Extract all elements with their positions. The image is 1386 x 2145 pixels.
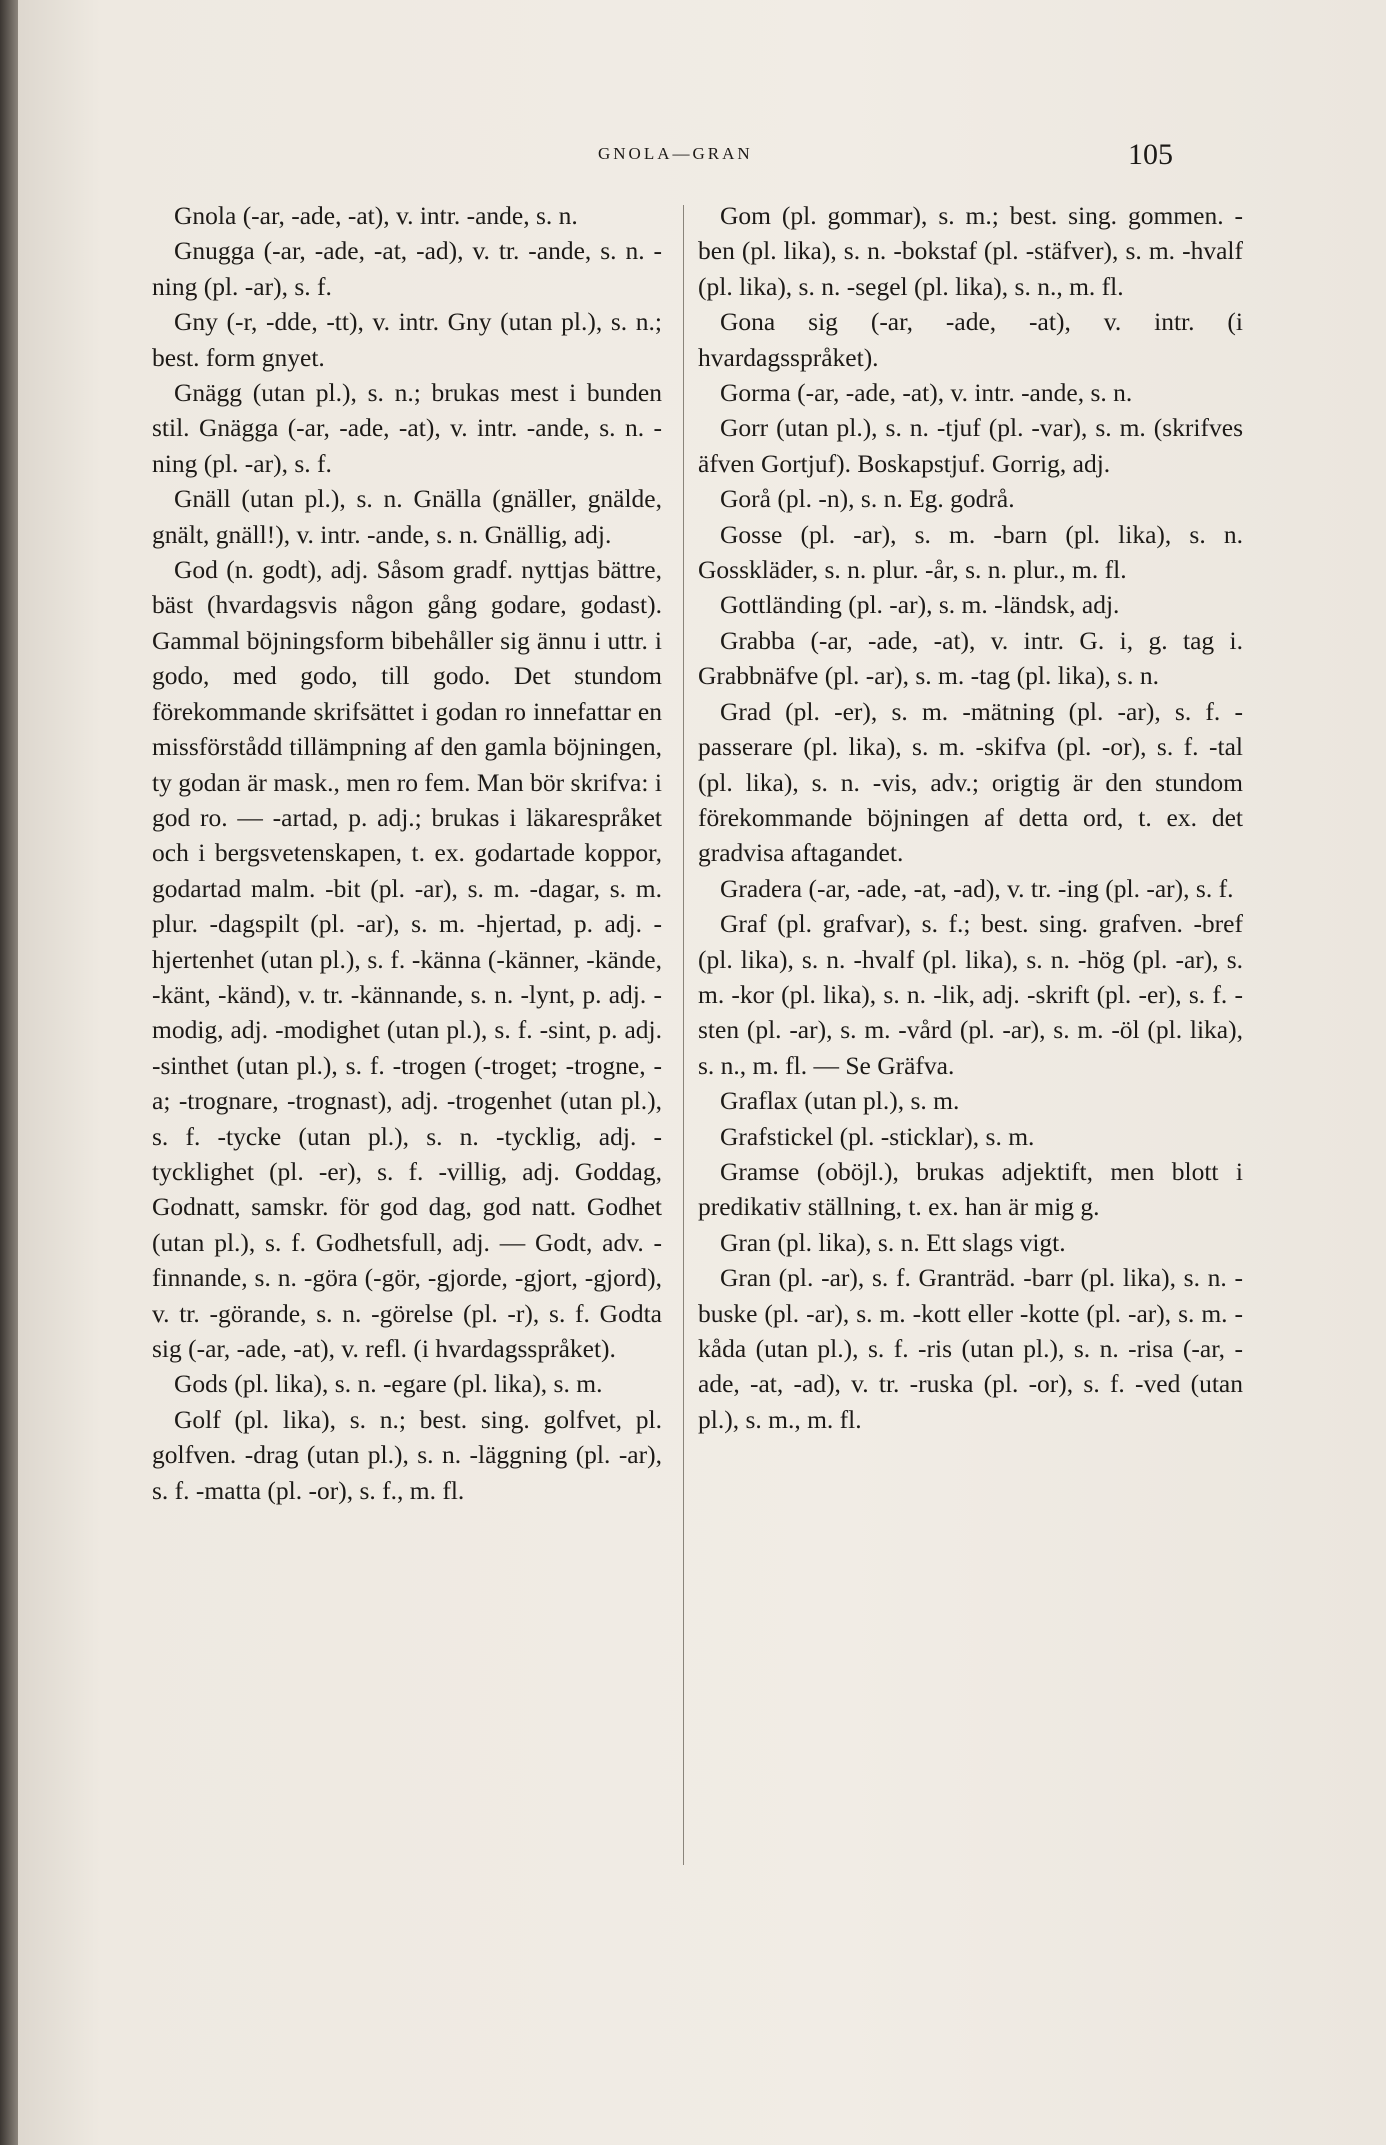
dictionary-entry: Gradera (-ar, -ade, -at, -ad), v. tr. -ing (pl. -ar), s. f. (720, 873, 1234, 903)
dictionary-entry: Gny (-r, -dde, -tt), v. intr. Gny (utan pl.), s. n.; best. form gnyet. (152, 307, 662, 372)
dictionary-entry: Gods (pl. lika), s. n. -egare (pl. lika), s. m. (174, 1369, 603, 1399)
dictionary-entry: Graflax (utan pl.), s. m. (720, 1086, 960, 1116)
dictionary-entry: Gnäll (utan pl.), s. n. Gnälla (gnäller, gnälde, gnält, gnäll!), v. intr. -ande, s. n. Gnällig, adj. (152, 484, 662, 549)
dictionary-entry: Golf (pl. lika), s. n.; best. sing. golfvet, pl. golfven. -drag (utan pl.), s. n. -läggning (pl. -ar), s. f. -matta (pl. -or), s. f., m. fl. (152, 1404, 662, 1505)
dictionary-entry: Gorma (-ar, -ade, -at), v. intr. -ande, s. n. (720, 378, 1133, 408)
right-column (698, 198, 1243, 1437)
dictionary-entry: Gran (pl. -ar), s. f. Granträd. -barr (pl. lika), s. n. -buske (pl. -ar), s. m. -kott eller -kotte (pl. -ar), s. m. -kåda (utan pl.), s. f. -ris (utan pl.), s. n. -risa (-ar, -ade, -at, -ad), v. tr. -ruska (pl. -or), s. f. -ved (utan pl.), s. m., m. fl. (698, 1263, 1243, 1434)
page-number: 105 (1128, 138, 1173, 171)
dictionary-entry: Gosse (pl. -ar), s. m. -barn (pl. lika), s. n. Gosskläder, s. n. plur. -år, s. n. plur., m. fl. (698, 519, 1243, 585)
dictionary-entry: Gorr (utan pl.), s. n. -tjuf (pl. -var), s. m. (skrifves äfven Gortjuf). Boskapstjuf. Gorrig, adj. (698, 413, 1243, 478)
dictionary-entry: God (n. godt), adj. Såsom gradf. nyttjas bättre, bäst (hvardagsvis någon gång godare, godast). Gammal böjningsform bibehåller sig ännu i uttr. i godo, med godo, till godo. Det stundom förekommande skrifsättet i godan ro innefattar en missförstådd tillämpning af den gamla böjningen, ty godan är mask., men ro fem. Man bör skrifva: i god ro. — -artad, p. adj.; brukas i läkarespråket och i bergsvetenskapen, t. ex. godartade koppor, godartad malm. -bit (pl. -ar), s. m. -dagar, s. m. plur. -dagspilt (pl. -ar), s. m. -hjertad, p. adj. -hjertenhet (utan pl.), s. f. -känna (-känner, -kände, -känt, -känd), v. tr. -kännande, s. n. -lynt, p. adj. -modig, adj. -modighet (utan pl.), s. f. -sint, p. adj. -sinthet (utan pl.), s. f. -trogen (-troget; -trogne, -a; -trognare, -trognast), adj. -trogenhet (utan pl.), s. f. -tycke (utan pl.), s. n. -tycklig, adj. -tycklighet (pl. -er), s. f. -villig, adj. Goddag, Godnatt, samskr. för god dag, god natt. Godhet (utan pl.), s. f. Godhetsfull, adj. — Godt, adv. -finnande, s. n. -göra (-gör, -gjorde, -gjort, -gjord), v. tr. -görande, s. n. -görelse (pl. -r), s. f. Godta sig (-ar, -ade, -at), v. refl. (i hvardagsspråket). (152, 555, 662, 1363)
dictionary-entry: Grad (pl. -er), s. m. -mätning (pl. -ar), s. f. -passerare (pl. lika), s. m. -skifva (pl. -or), s. f. -tal (pl. lika), s. n. -vis, adv.; origtig är den stundom förekommande böjningen af detta ord, t. ex. det gradvisa aftagandet. (698, 696, 1243, 868)
dictionary-page (18, 0, 1386, 2145)
dictionary-entry: Gnola (-ar, -ade, -at), v. intr. -ande, s. n. (174, 201, 578, 230)
left-column (152, 198, 662, 1508)
dictionary-entry: Gran (pl. lika), s. n. Ett slags vigt. (720, 1227, 1066, 1257)
dictionary-entry: Gottländing (pl. -ar), s. m. -ländsk, adj. (720, 590, 1120, 620)
column-divider (683, 205, 684, 1865)
dictionary-entry: Gom (pl. gommar), s. m.; best. sing. gommen. -ben (pl. lika), s. n. -bokstaf (pl. -stäfver), s. m. -hvalf (pl. lika), s. n. -segel (pl. lika), s. n., m. fl. (698, 201, 1243, 301)
running-title: GNOLA—GRAN (598, 144, 753, 163)
dictionary-entry: Grabba (-ar, -ade, -at), v. intr. G. i, g. tag i. Grabbnäfve (pl. -ar), s. m. -tag (pl. lika), s. n. (698, 625, 1243, 691)
dictionary-entry: Gorå (pl. -n), s. n. Eg. godrå. (720, 484, 1015, 514)
dictionary-entry: Gnugga (-ar, -ade, -at, -ad), v. tr. -ande, s. n. -ning (pl. -ar), s. f. (152, 236, 662, 301)
page-header (18, 138, 1386, 178)
dictionary-entry: Gramse (oböjl.), brukas adjektift, men blott i predikativ ställning, t. ex. han är mig g. (698, 1156, 1243, 1222)
dictionary-entry: Grafstickel (pl. -sticklar), s. m. (720, 1121, 1035, 1151)
dictionary-entry: Graf (pl. grafvar), s. f.; best. sing. grafven. -bref (pl. lika), s. n. -hvalf (pl. lika), s. n. -hög (pl. -ar), s. m. -kor (pl. lika), s. n. -lik, adj. -skrift (pl. -er), s. f. -sten (pl. -ar), s. m. -vård (pl. -ar), s. m. -öl (pl. lika), s. n., m. fl. — Se Gräfva. (698, 909, 1243, 1080)
book-spine-shadow (0, 0, 18, 2145)
dictionary-entry: Gnägg (utan pl.), s. n.; brukas mest i bunden stil. Gnägga (-ar, -ade, -at), v. intr. -ande, s. n. -ning (pl. -ar), s. f. (152, 378, 662, 478)
dictionary-entry: Gona sig (-ar, -ade, -at), v. intr. (i hvardagsspråket). (698, 307, 1243, 372)
